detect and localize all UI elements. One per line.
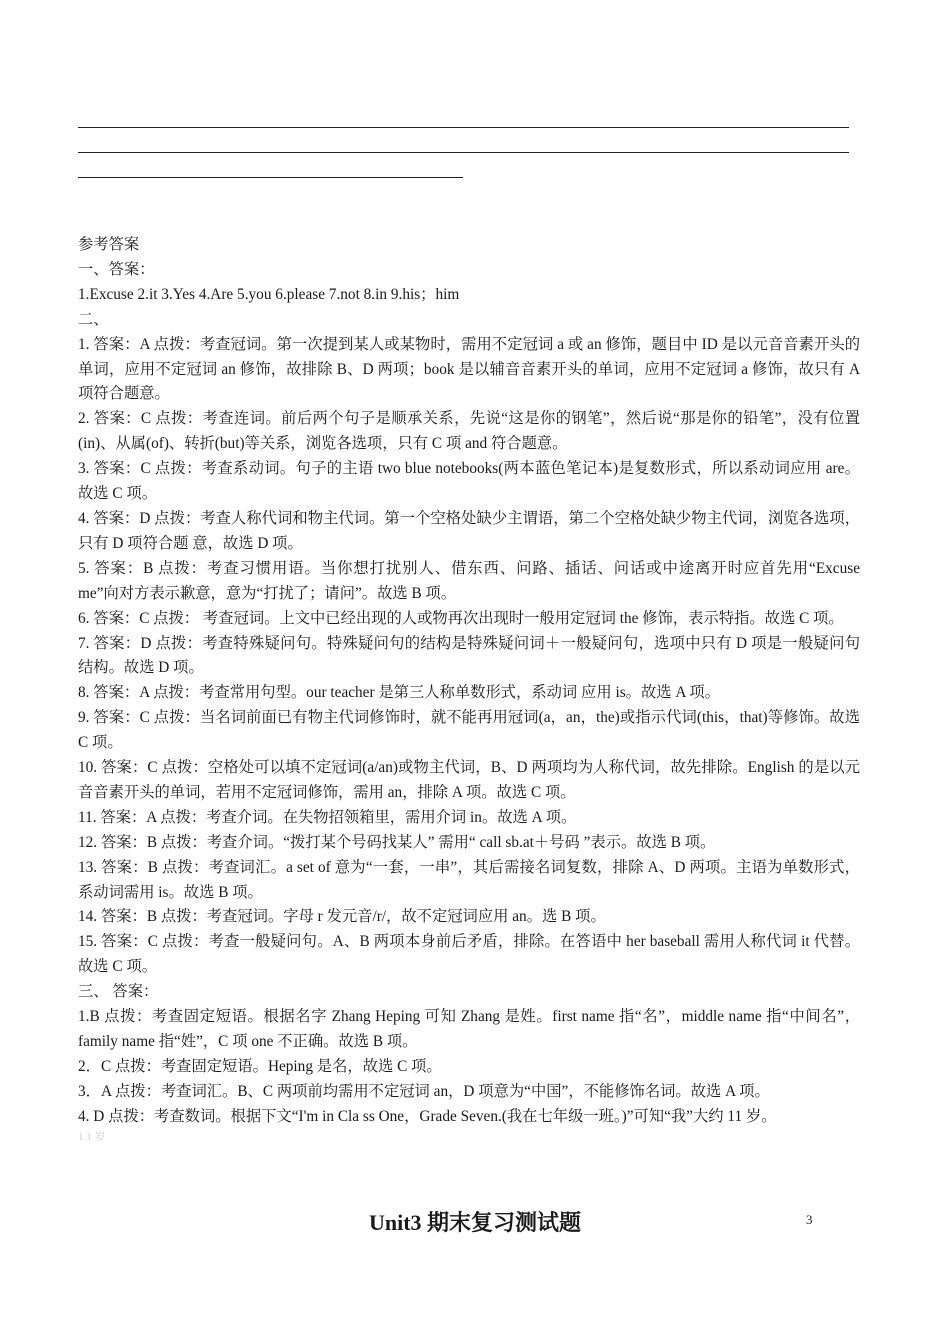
faded-continuation-text: 1 1 岁 — [78, 1130, 106, 1143]
section-3-label: 三、 答案： — [78, 983, 159, 1001]
answer-item: 5. 答案：B 点拨：考查习惯用语。当你想打扰别人、借东西、问路、插话、问话或中途离开时应首先用“Excuse me”向对方表示歉意，意为“打扰了；请问”。故选 B 项。 — [78, 559, 860, 602]
answer-item: 13. 答案：B 点拨：考查词汇。a set of 意为“一套，一串”，其后需接名词复数，排除 A、D 两项。主语为单数形式，系动词需用 is。故选 B 项。 — [78, 858, 860, 901]
page-title: Unit3 期末复习测试题 — [368, 1210, 582, 1235]
answer-key-heading: 参考答案 — [78, 236, 140, 253]
answer-key — [78, 233, 860, 1144]
answer-item: 2．C 点拨：考查固定短语。Heping 是名，故选 C 项。 — [78, 1057, 442, 1075]
answer-item: 15. 答案：C 点拨：考查一般疑问句。A、B 两项本身前后矛盾，排除。在答语中 her baseball 需用人称代词 it 代替。故选 C 项。 — [78, 933, 860, 976]
answer-item: 4. 答案：D 点拨：考查人称代词和物主代词。第一个空格处缺少主谓语，第二个空格处缺少物主代词，浏览各选项，只有 D 项符合题 意，故选 D 项。 — [78, 509, 860, 552]
answer-line-3 — [78, 177, 463, 178]
answer-item: 12. 答案：B 点拨：考查介词。“拨打某个号码找某人” 需用“ call sb.at＋号码 ”表示。故选 B 项。 — [78, 833, 716, 851]
page-number: 3 — [806, 1212, 813, 1227]
answer-item: 14. 答案：B 点拨：考查冠词。字母 r 发元音/r/，故不定冠词应用 an。选 B 项。 — [78, 908, 606, 926]
answer-line-1 — [78, 127, 849, 128]
answer-item: 8. 答案：A 点拨：考查常用句型。our teacher 是第三人称单数形式，系动词 应用 is。故选 A 项。 — [78, 684, 721, 702]
section-1-answers: 1.Excuse 2.it 3.Yes 4.Are 5.you 6.please 7.not 8.in 9.his；him — [78, 285, 460, 303]
answer-line-2 — [78, 152, 849, 153]
answer-item: 4. D 点拨：考查数词。根据下文“I'm in Cla ss One，Grade Seven.(我在七年级一班。)”可知“我”大约 11 岁。 — [78, 1107, 777, 1125]
answer-item: 11. 答案：A 点拨：考查介词。在失物招领箱里，需用介词 in。故选 A 项。 — [78, 808, 577, 826]
answer-item: 10. 答案：C 点拨：空格处可以填不定冠词(a/an)或物主代词，B、D 两项均为人称代词，故先排除。English 的是以元音音素开头的单词，若用不定冠词修饰，需用 an，排除 A 项。故选 C 项。 — [78, 759, 860, 801]
answer-item: 6. 答案：C 点拨： 考查冠词。上文中已经出现的人或物再次出现时一般用定冠词 the 修饰，表示特指。故选 C 项。 — [78, 609, 844, 627]
section-2-label: 二、 — [78, 310, 109, 328]
answer-item: 3．A 点拨：考查词汇。B、C 两项前均需用不定冠词 an，D 项意为“中国”，不能修饰名词。故选 A 项。 — [78, 1082, 770, 1100]
section-1-label: 一、答案： — [78, 260, 155, 278]
answer-item: 9. 答案：C 点拨：当名词前面已有物主代词修饰时，就不能再用冠词(a，an，the)或指示代词(this，that)等修饰。故选 C 项。 — [78, 709, 860, 752]
answer-item: 2. 答案：C 点拨：考查连词。前后两个句子是顺承关系，先说“这是你的钢笔”，然后说“那是你的铅笔”，没有位置(in)、从属(of)、转折(but)等关系，浏览各选项，只有 C 项 and 符合题意。 — [78, 410, 860, 453]
answer-item: 1.B 点拨：考查固定短语。根据名字 Zhang Heping 可知 Zhang 是姓。first name 指“名”，middle name 指“中间名”，family name 指“姓”，C 项 one 不正确。故选 B 项。 — [78, 1008, 860, 1050]
answer-item: 3. 答案：C 点拨：考查系动词。句子的主语 two blue notebooks(两本蓝色笔记本)是复数形式，所以系动词应用 are。故选 C 项。 — [78, 460, 860, 503]
answer-item: 7. 答案：D 点拨：考查特殊疑问句。特殊疑问句的结构是特殊疑问词＋一般疑问句，选项中只有 D 项是一般疑问句结构。故选 D 项。 — [78, 634, 860, 677]
answer-item: 1. 答案：A 点拨：考查冠词。第一次提到某人或某物时，需用不定冠词 a 或 an 修饰，题目中 ID 是以元音音素开头的单词，应用不定冠词 an 修饰，故排除 B、D 两项；book 是以辅音音素开头的单词，应用不定冠词 a 修饰，故只有 A 项符合题意。 — [78, 335, 860, 403]
